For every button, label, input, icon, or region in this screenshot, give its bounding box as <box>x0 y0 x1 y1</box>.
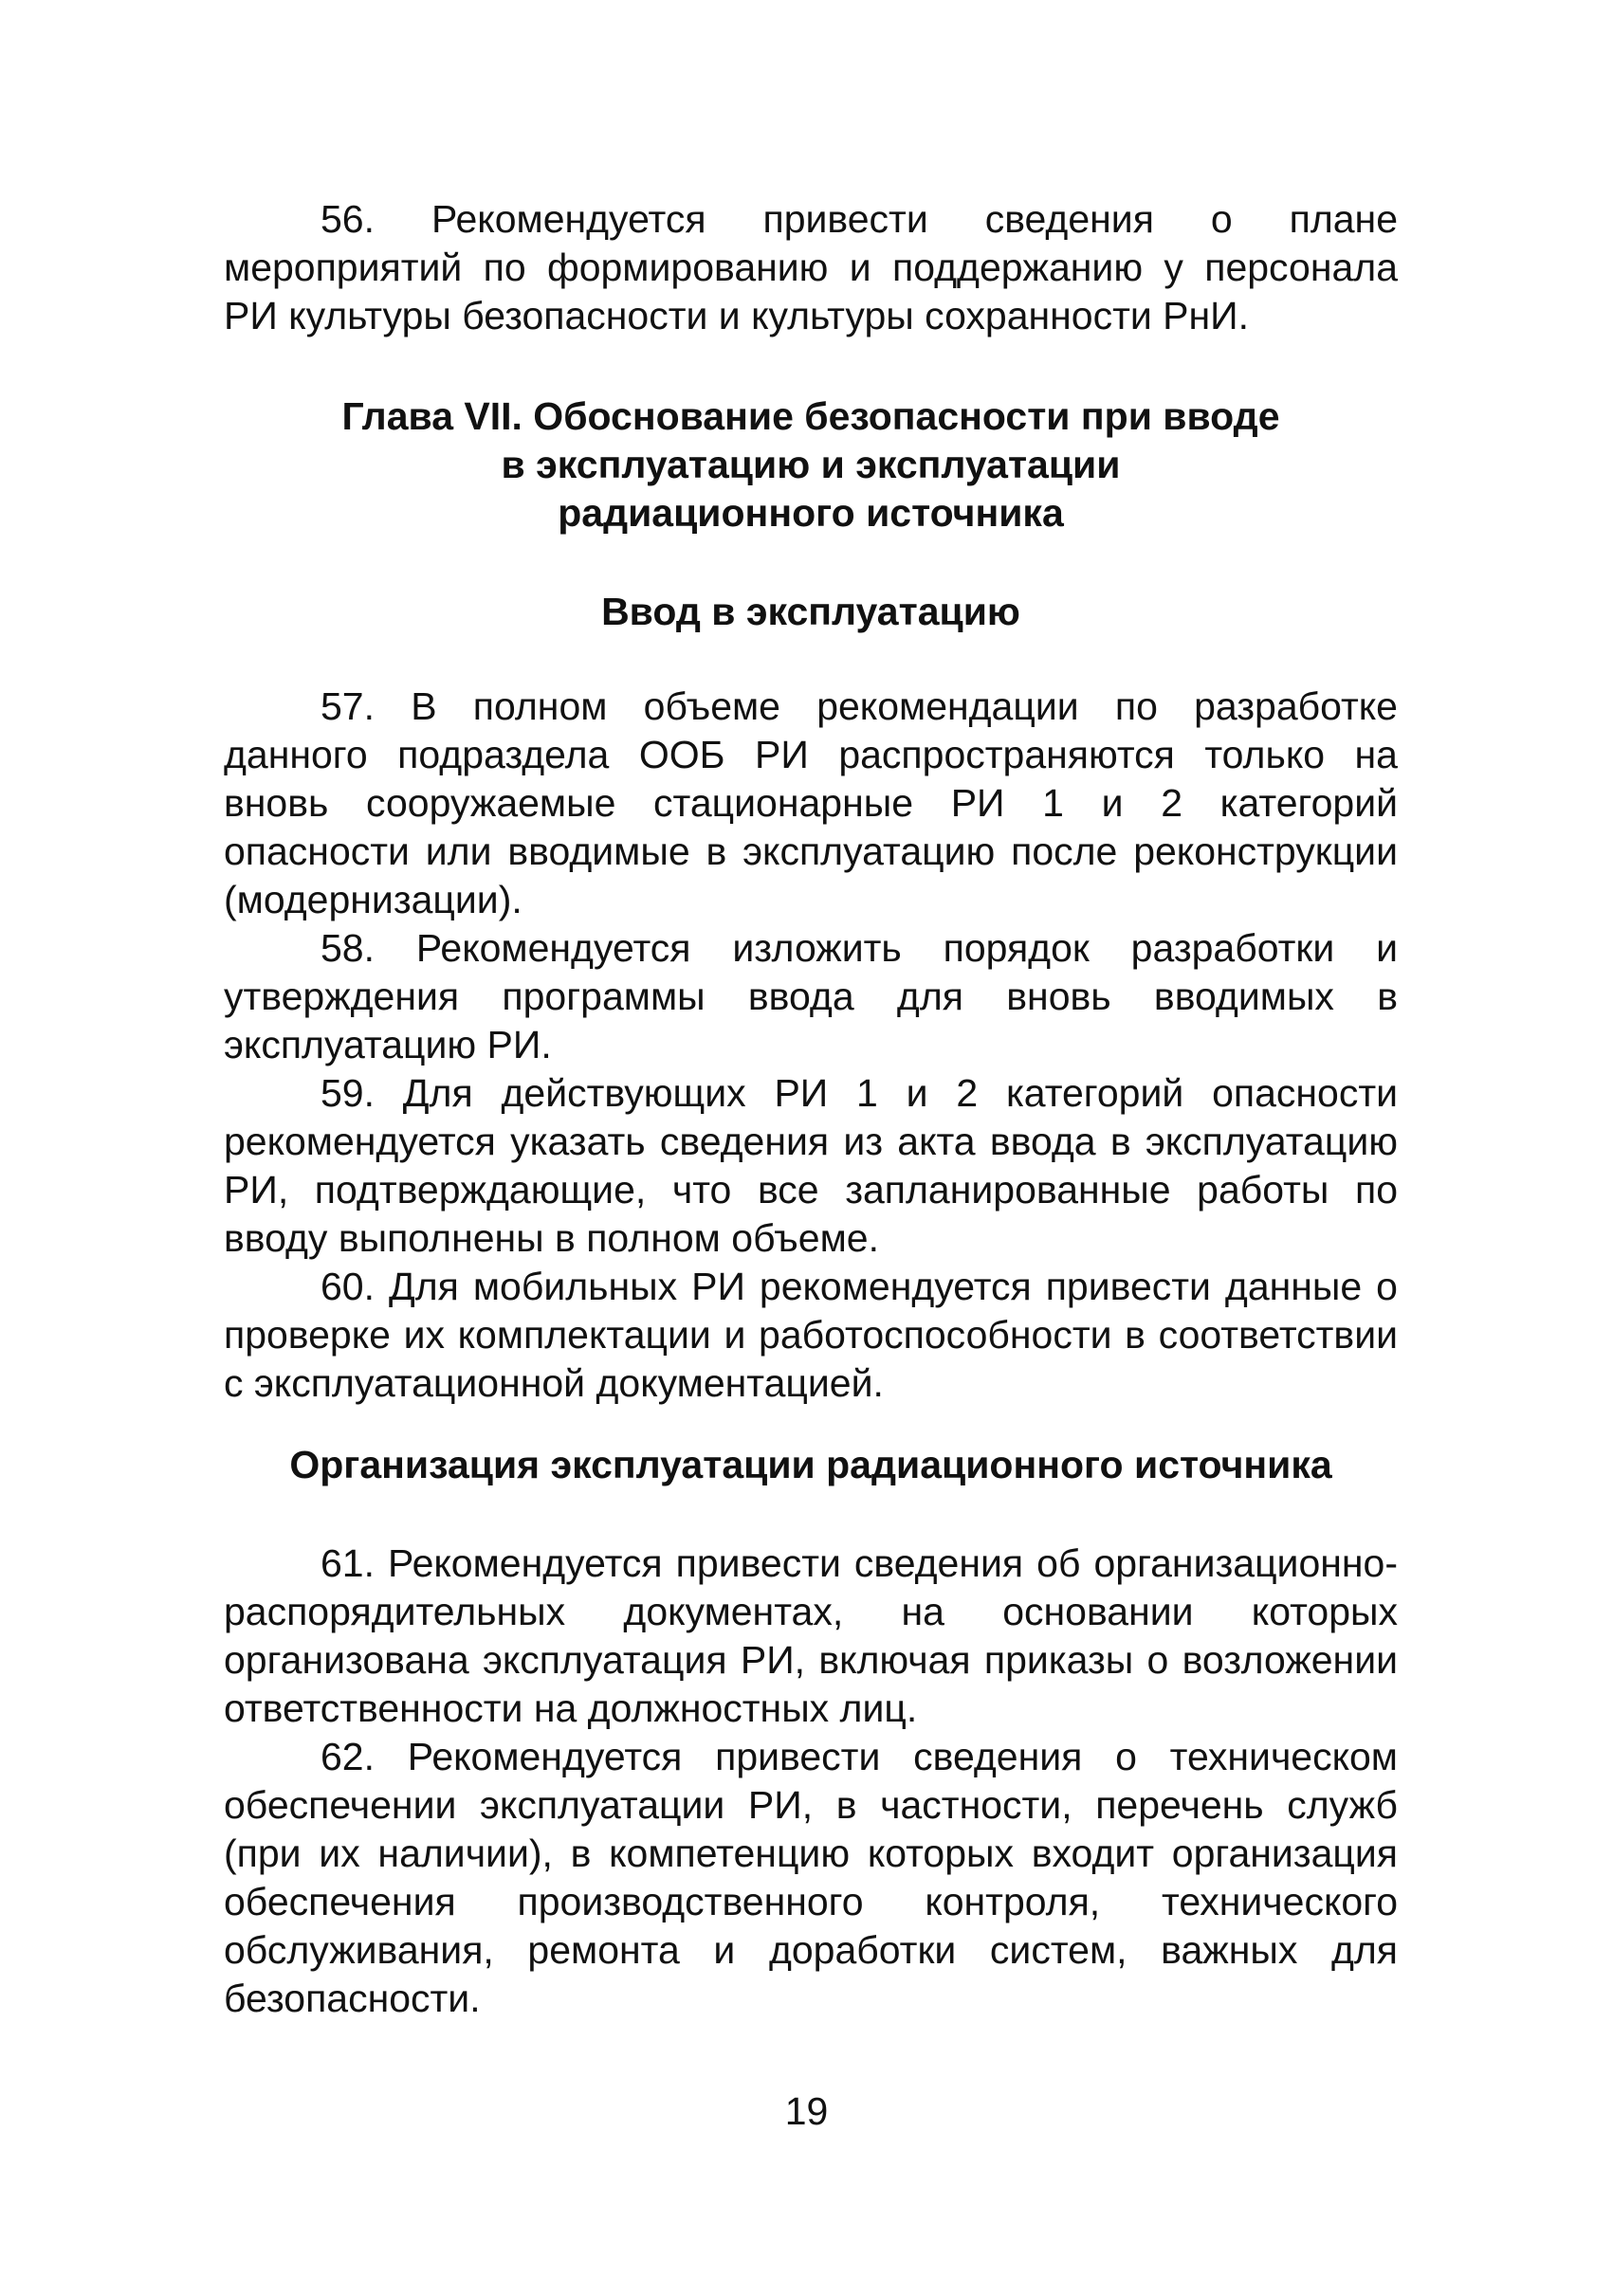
page-number: 19 <box>784 2089 829 2133</box>
section-heading-commissioning-block <box>224 588 1398 636</box>
section-heading-operation-block <box>224 1441 1398 1489</box>
section-heading-operation: Организация эксплуатации радиационного источника <box>289 1443 1332 1486</box>
paragraph-62: 62. Рекомендуется привести сведения о техническом обеспечении эксплуатации РИ, в частности, перечень служб (при их наличии), в компетенцию которых входит организация обеспечения производственного контроля, технического обслуживания, ремонта и доработки систем, важных для безопасности. <box>224 1735 1398 2020</box>
paragraph-57: 57. В полном объеме рекомендации по разработке данного подраздела ООБ РИ распространяются только на вновь сооружаемые стационарные РИ 1 и 2 категорий опасности или вводимые в эксплуатацию после реконструкции (модернизации). <box>224 684 1398 921</box>
paragraph-61: 61. Рекомендуется привести сведения об организационно-распорядительных документах, на основании которых организована эксплуатация РИ, включая приказы о возложении ответственности на должностных лиц. <box>224 1541 1398 1730</box>
chapter-heading-line-1: Глава VII. Обоснование безопасности при вводе <box>341 394 1280 438</box>
paragraph-56-block <box>224 195 1398 340</box>
paragraph-56: 56. Рекомендуется привести сведения о плане мероприятий по формированию и поддержанию у персонала РИ культуры безопасности и культуры сохранности РнИ. <box>224 197 1398 337</box>
section-heading-commissioning: Ввод в эксплуатацию <box>601 590 1020 633</box>
paragraph-59: 59. Для действующих РИ 1 и 2 категорий опасности рекомендуется указать сведения из акта ввода в эксплуатацию РИ, подтверждающие, что все запланированные работы по вводу выполнены в полном объеме. <box>224 1071 1398 1260</box>
chapter-heading-line-3: радиационного источника <box>558 491 1064 535</box>
operation-paragraphs <box>224 1540 1398 2023</box>
paragraph-60: 60. Для мобильных РИ рекомендуется привести данные о проверке их комплектации и работоспособности в соответствии с эксплуатационной документацией. <box>224 1265 1398 1405</box>
paragraph-58: 58. Рекомендуется изложить порядок разработки и утверждения программы ввода для вновь вводимых в эксплуатацию РИ. <box>224 926 1398 1066</box>
chapter-heading-line-2: в эксплуатацию и эксплуатации <box>501 443 1121 486</box>
chapter-heading <box>224 392 1398 538</box>
commissioning-paragraphs <box>224 683 1398 1408</box>
